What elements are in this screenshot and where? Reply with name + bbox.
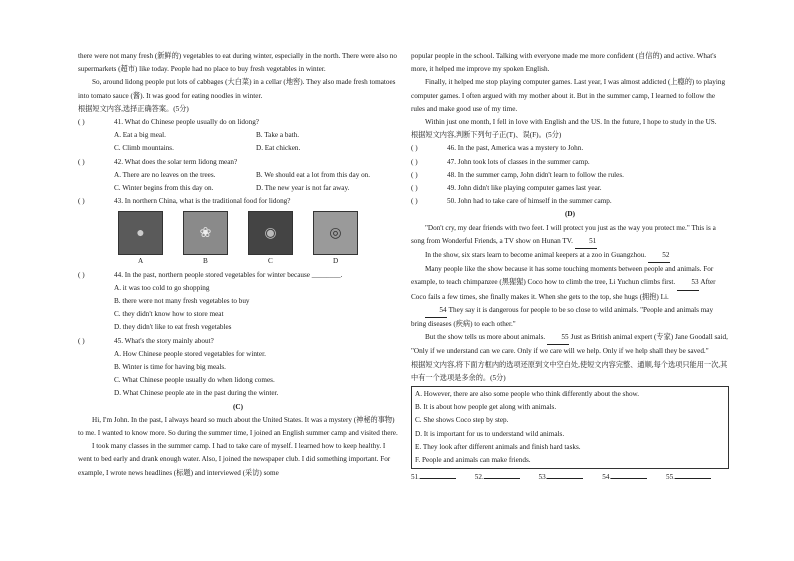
- food-image-b: ❀: [183, 211, 228, 255]
- answer-blank[interactable]: ( ): [411, 197, 418, 206]
- question-stem: 47. John took lots of classes in the summer camp.: [447, 157, 590, 166]
- option: C. Climb mountains.: [114, 144, 174, 153]
- option: D. Eat chicken.: [256, 144, 301, 153]
- image-label: B: [203, 257, 208, 266]
- food-image-d: ◎: [313, 211, 358, 255]
- option: A. There are no leaves on the trees.: [114, 170, 216, 179]
- passage-c-paragraph-2: I took many classes in the summer camp. I had to take care of myself. I learned how to keep healthy. I went to bed early and drank enough water. Also, I joined the newspaper club. I did something important. For example, I wrote news headlines (标题) and interviewed (采访) some: [78, 442, 391, 477]
- option: C. they didn't know how to store meat: [114, 310, 224, 319]
- passage-c-paragraph-3: popular people in the school. Talking with everyone made me more confident (自信的) and active. What's more, it helped me improve my spoken English.: [411, 52, 717, 74]
- passage-b-paragraph-1: there were not many fresh (新鲜的) vegetables to eat during winter, especially in the north. There were also no supermarkets (超市) like today. People had no place to buy fresh vegetables in winter.: [78, 52, 397, 74]
- fill-instruction: 根据短文内容,将下面方框内的选项还原到文中空白处,使短文内容完整、通顺,每个选项只能用一次,其中有一个选项是多余的。(5分): [411, 360, 728, 382]
- option: D. What Chinese people ate in the past during the winter.: [114, 389, 279, 398]
- answer-slot-53[interactable]: 53.: [539, 471, 584, 484]
- blank-51[interactable]: 51: [575, 235, 597, 249]
- blank-53[interactable]: 53: [677, 276, 699, 290]
- option: C. Winter begins from this day on.: [114, 184, 214, 193]
- question-stem: 50. John had to take care of himself in the summer camp.: [447, 197, 612, 206]
- passage-c-paragraph-5: Within just one month, I fell in love with English and the US. In the future, I hope to study in the US.: [425, 118, 717, 127]
- option: C. What Chinese people usually do when lidong comes.: [114, 376, 275, 385]
- passage-d-paragraph-1: "Don't cry, my dear friends with two feet. I will protect you just as the way you protect me." This is a song from Wonderful Friends, a TV show on Hunan TV. 51: [411, 222, 729, 249]
- food-image-a: ●: [118, 211, 163, 255]
- question-46: [411, 142, 729, 155]
- mc-instruction: 根据短文内容,选择正确答案。(5分): [78, 104, 189, 113]
- question-47: [411, 156, 729, 169]
- food-image-c: ◉: [248, 211, 293, 255]
- box-option: C. She shows Coco step by step.: [415, 416, 509, 425]
- question-43: [78, 195, 398, 208]
- answer-blank[interactable]: ( ): [78, 157, 85, 166]
- question-50: [411, 195, 729, 208]
- left-column: [78, 50, 398, 480]
- answer-slot-52[interactable]: 52.: [475, 471, 520, 484]
- question-49: [411, 182, 729, 195]
- box-option: D. It is important for us to understand wild animals.: [415, 429, 565, 438]
- question-stem: 41. What do Chinese people usually do on lidong?: [114, 118, 259, 127]
- options-box: [411, 386, 729, 469]
- option: B. We should eat a lot from this day on.: [256, 170, 371, 179]
- blank-52[interactable]: 52: [648, 249, 670, 263]
- passage-d-paragraph-4: 54 They say it is dangerous for people to be so close to wild animals. "People and animals may bring diseases (疾病) to each other.": [411, 305, 714, 329]
- option: B. Winter is time for having big meals.: [114, 363, 226, 372]
- question-stem: 44. In the past, northern people stored vegetables for winter because ________.: [114, 270, 343, 279]
- answer-slot-54[interactable]: 54.: [602, 471, 647, 484]
- option: A. How Chinese people stored vegetables for winter.: [114, 349, 266, 358]
- answer-blank[interactable]: ( ): [411, 144, 418, 153]
- passage-d-paragraph-2: In the show, six stars learn to become animal keepers at a zoo in Guangzhou. 52: [411, 249, 729, 263]
- image-label: D: [333, 257, 339, 266]
- answer-blank[interactable]: ( ): [78, 118, 85, 127]
- question-stem: 48. In the summer camp, John didn't learn to follow the rules.: [447, 170, 624, 179]
- answer-blank[interactable]: ( ): [78, 336, 85, 345]
- option: D. they didn't like to eat fresh vegetables: [114, 323, 232, 332]
- answer-slot-51[interactable]: 51.: [411, 471, 456, 484]
- blank-54[interactable]: 54: [425, 304, 447, 318]
- answer-slot-55[interactable]: 55.: [666, 471, 711, 484]
- box-option: E. They look after different animals and finish hard tasks.: [415, 442, 581, 451]
- option: B. there were not many fresh vegetables to buy: [114, 297, 250, 306]
- question-42: [78, 156, 398, 169]
- box-option: F. People and animals can make friends.: [415, 456, 531, 465]
- question-stem: 46. In the past, America was a mystery to John.: [447, 144, 584, 153]
- food-images: [78, 211, 398, 255]
- box-option: A. However, there are also some people who think differently about the show.: [415, 390, 640, 399]
- passage-d-paragraph-5: But the show tells us more about animals. 55 Just as British animal expert (专家) Jane Goodall said, "Only if we understand can we care. Only if we care will we help. Only if we help shall they be saved.": [411, 333, 728, 356]
- passage-c-paragraph-4: Finally, it helped me stop playing computer games. Last year, I was almost addicted (上瘾的) to playing computer games. I often argued with my mother about it. But in the summer camp, I learned to follow the rules and make good use of my time.: [411, 78, 726, 113]
- option: D. The new year is not far away.: [256, 184, 350, 193]
- question-stem: 42. What does the solar term lidong mean?: [114, 157, 238, 166]
- answer-blank[interactable]: ( ): [411, 170, 418, 179]
- answer-line: [411, 471, 711, 484]
- passage-d-paragraph-3: Many people like the show because it has some touching moments between people and animals. For example, to teach chimpanzee (黑猩猩) Coco how to climb the tree, Li Yuchun climbs first. 53 After Coco fails a few times, she finally makes it. When she gets to the top, she hugs (拥抱) Li.: [411, 265, 716, 301]
- tf-instruction: 根据短文内容,判断下列句子正(T)、误(F)。(5分): [411, 131, 562, 140]
- question-48: [411, 169, 729, 182]
- box-option: B. It is about how people get along with animals.: [415, 403, 557, 412]
- image-label: C: [268, 257, 273, 266]
- question-stem: 45. What's the story mainly about?: [114, 336, 214, 345]
- passage-b-paragraph-2: So, around lidong people put lots of cabbages (大白菜) in a cellar (地窖). They also made fresh tomatoes into tomato sauce (酱). It was good for eating noodles in winter.: [78, 78, 396, 100]
- section-c-heading: (C): [233, 402, 243, 411]
- question-stem: 43. In northern China, what is the traditional food for lidong?: [114, 197, 291, 206]
- passage-c-paragraph-1: Hi, I'm John. In the past, I always heard so much about the United States. It was a mystery (神秘的事物) to me. I wanted to know more. So during the summer time, I joined an English summer camp and visited there.: [78, 415, 398, 438]
- question-41: [78, 116, 398, 129]
- right-column: [411, 50, 729, 485]
- question-stem: 49. John didn't like playing computer games last year.: [447, 184, 602, 193]
- question-45: [78, 335, 398, 348]
- option: A. it was too cold to go shopping: [114, 283, 210, 292]
- answer-blank[interactable]: ( ): [411, 157, 418, 166]
- blank-55[interactable]: 55: [547, 331, 569, 345]
- answer-blank[interactable]: ( ): [78, 197, 85, 206]
- image-label: A: [138, 257, 144, 266]
- section-d-heading: (D): [565, 210, 575, 219]
- option: B. Take a bath.: [256, 131, 300, 140]
- answer-blank[interactable]: ( ): [411, 184, 418, 193]
- option: A. Eat a big meal.: [114, 131, 166, 140]
- answer-blank[interactable]: ( ): [78, 270, 85, 279]
- question-44: [78, 269, 398, 282]
